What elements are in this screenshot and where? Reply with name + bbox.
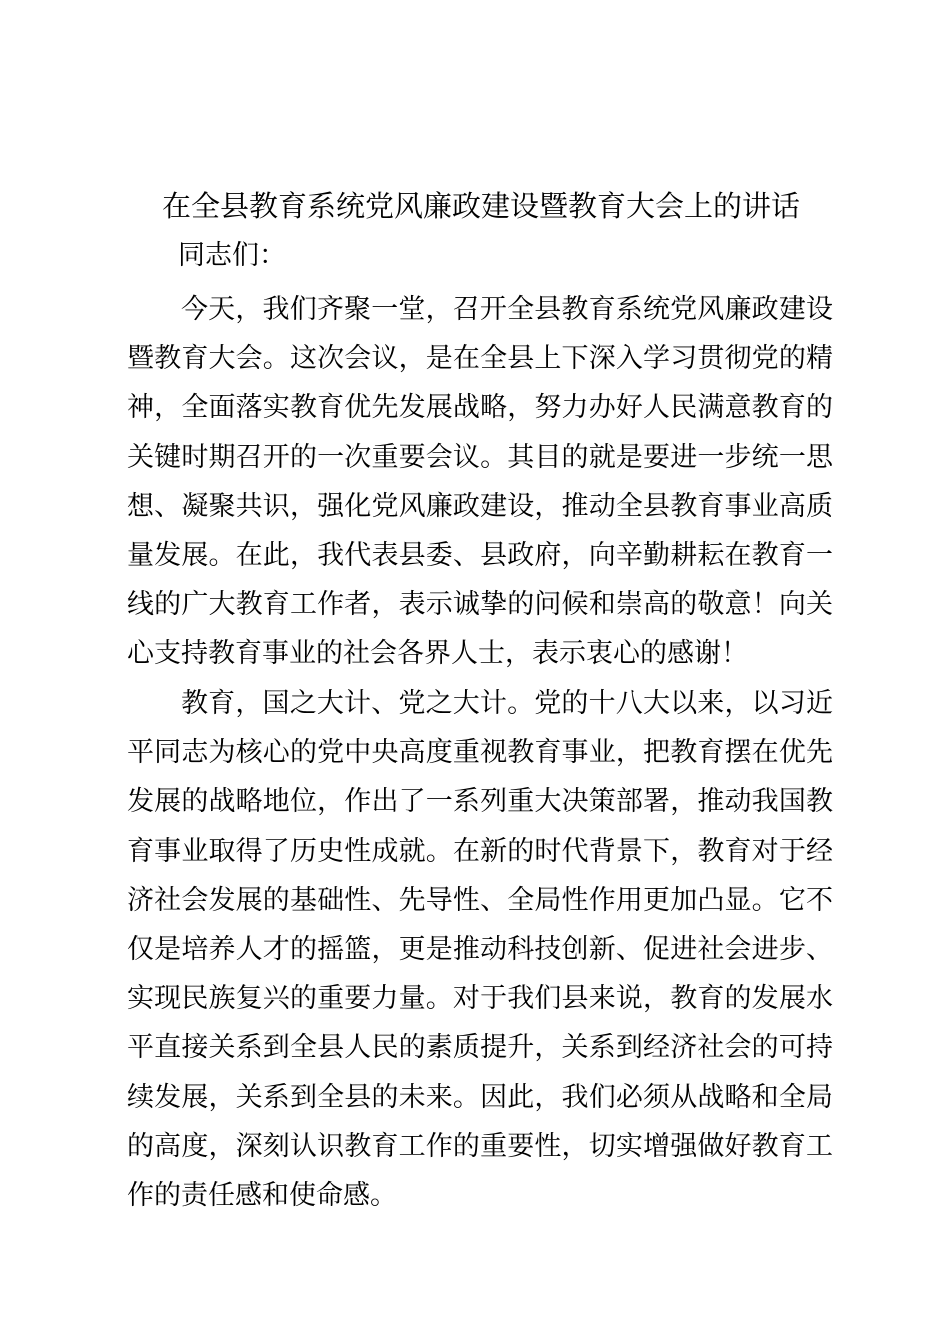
- paragraph: 教育，国之大计、党之大计。党的十八大以来，以习近平同志为核心的党中央高度重视教育事业，把教育摆在优先发展的战略地位，作出了一系列重大决策部署，推动我国教育事业取得了历史性成就。在新的时代背景下，教育对于经济社会发展的基础性、先导性、全局性作用更加凸显。它不仅是培养人才的摇篮，更是推动科技创新、促进社会进步、实现民族复兴的重要力量。对于我们县来说，教育的发展水平直接关系到全县人民的素质提升，关系到经济社会的可持续发展，关系到全县的未来。因此，我们必须从战略和全局的高度，深刻认识教育工作的重要性，切实增强做好教育工作的责任感和使命感。: [127, 688, 833, 1212]
- paragraph: 今天，我们齐聚一堂，召开全县教育系统党风廉政建设暨教育大会。这次会议，是在全县上下深入学习贯彻党的精神，全面落实教育优先发展战略，努力办好人民满意教育的关键时期召开的一次重要会议。其目的就是要进一步统一思想、凝聚共识，强化党风廉政建设，推动全县教育事业高质量发展。在此，我代表县委、县政府，向辛勤耕耘在教育一线的广大教育工作者，表示诚挚的问候和崇高的敬意！向关心支持教育事业的社会各界人士，表示衷心的感谢！: [127, 294, 833, 670]
- document-title: 在全县教育系统党风廉政建设暨教育大会上的讲话: [162, 189, 801, 223]
- salutation: 同志们：: [178, 240, 286, 271]
